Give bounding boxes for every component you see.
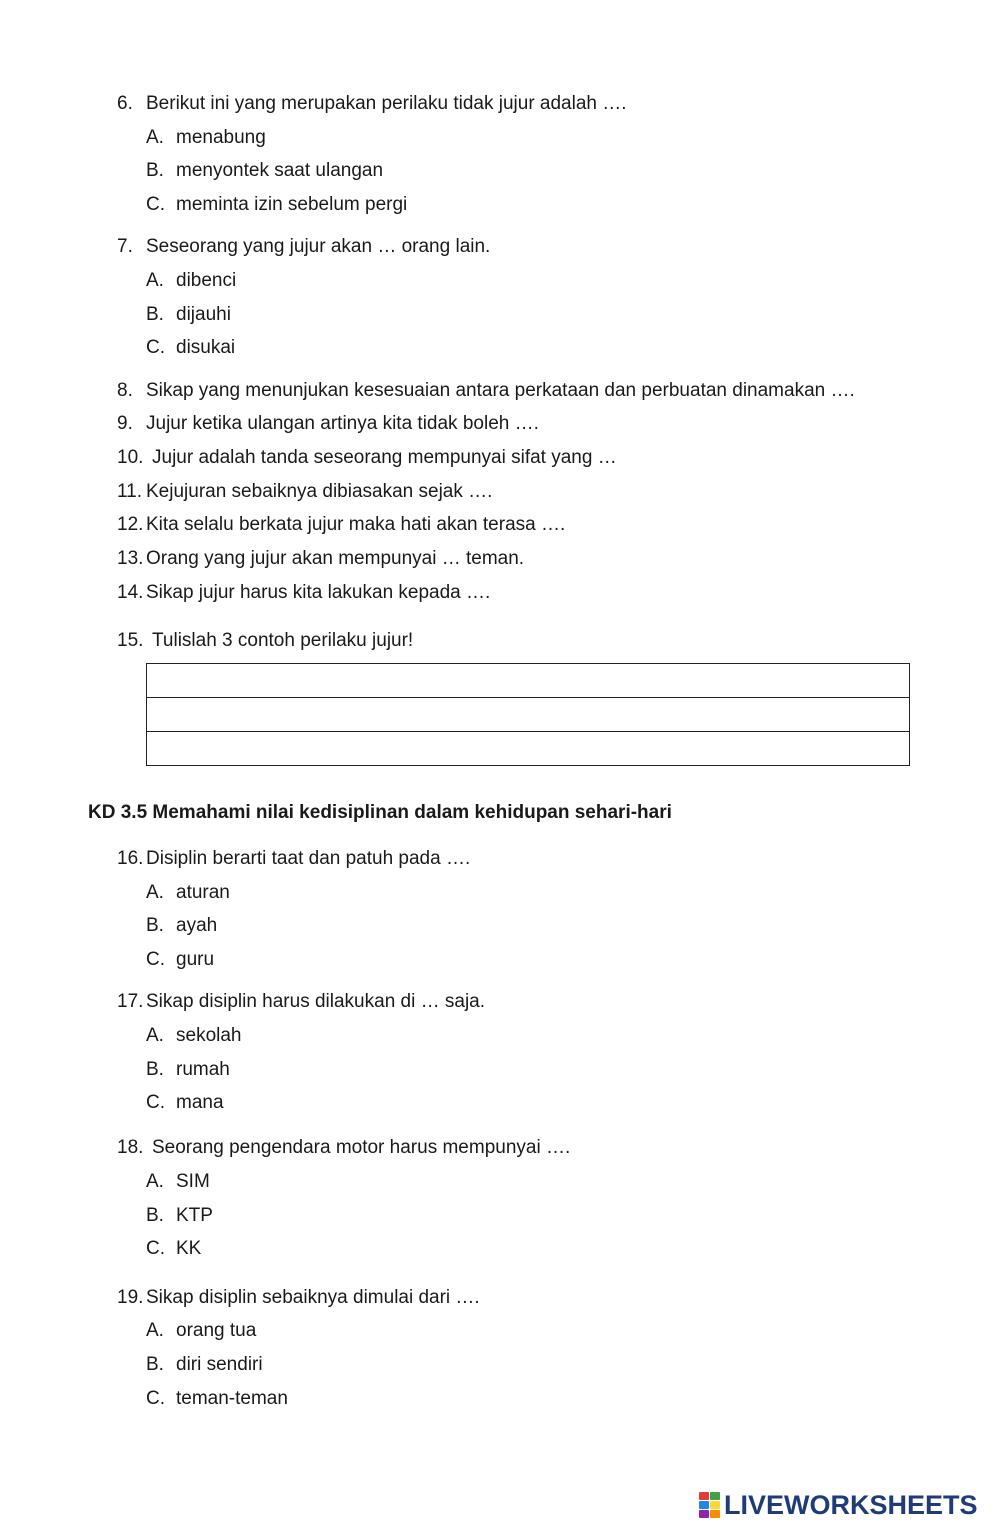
option-letter: A.	[146, 270, 164, 291]
logo-text: LIVEWORKSHEETS	[724, 1489, 978, 1520]
option-letter: B.	[146, 304, 164, 325]
question-number: 7.	[117, 236, 133, 257]
option-text: SIM	[176, 1171, 210, 1192]
option-letter: C.	[146, 1388, 165, 1409]
option-text: disukai	[176, 337, 236, 358]
option-text: meminta izin sebelum pergi	[176, 194, 408, 215]
question-number: 6.	[117, 93, 133, 114]
answer-field-2[interactable]	[147, 698, 910, 732]
option-text: diri sendiri	[176, 1354, 263, 1375]
question-9-text: Jujur ketika ulangan artinya kita tidak boleh ….	[146, 413, 539, 434]
option-text: KTP	[176, 1205, 213, 1226]
question-text: Seseorang yang jujur akan … orang lain.	[146, 236, 491, 257]
logo-block	[710, 1492, 720, 1500]
question-14-number: 14.	[117, 582, 144, 603]
question-number: 18.	[117, 1137, 144, 1158]
option-text: menabung	[176, 127, 266, 148]
question-9-number: 9.	[117, 413, 133, 434]
logo-block	[699, 1510, 709, 1518]
question-10-number: 10.	[117, 447, 144, 468]
question-12-number: 12.	[117, 514, 144, 535]
question-text: Sikap disiplin harus dilakukan di … saja.	[146, 991, 486, 1012]
question-number: 16.	[117, 848, 144, 869]
option-text: teman-teman	[176, 1388, 288, 1409]
option-letter: B.	[146, 160, 164, 181]
liveworksheets-logo-icon	[699, 1492, 721, 1518]
question-11-text: Kejujuran sebaiknya dibiasakan sejak ….	[146, 481, 493, 502]
option-letter: A.	[146, 1025, 164, 1046]
option-text: rumah	[176, 1059, 230, 1080]
section-heading: KD 3.5 Memahami nilai kedisiplinan dalam kehidupan sehari-hari	[88, 802, 672, 823]
option-letter: B.	[146, 1205, 164, 1226]
option-letter: C.	[146, 1238, 165, 1259]
logo-block	[710, 1510, 720, 1518]
question-8-text: Sikap yang menunjukan kesesuaian antara perkataan dan perbuatan dinamakan ….	[146, 380, 855, 401]
option-letter: B.	[146, 1354, 164, 1375]
answer-field-3[interactable]	[147, 732, 910, 766]
question-11-number: 11.	[117, 481, 143, 502]
option-letter: C.	[146, 1092, 165, 1113]
question-text: Berikut ini yang merupakan perilaku tidak jujur adalah ….	[146, 93, 627, 114]
question-8-number: 8.	[117, 380, 133, 401]
question-12-text: Kita selalu berkata jujur maka hati akan terasa ….	[146, 514, 566, 535]
question-15-text: Tulislah 3 contoh perilaku jujur!	[152, 630, 414, 651]
option-text: dibenci	[176, 270, 237, 291]
question-text: Disiplin berarti taat dan patuh pada ….	[146, 848, 471, 869]
option-text: guru	[176, 949, 215, 970]
option-letter: B.	[146, 915, 164, 936]
question-10-text: Jujur adalah tanda seseorang mempunyai sifat yang …	[152, 447, 617, 468]
question-number: 17.	[117, 991, 144, 1012]
option-letter: C.	[146, 194, 165, 215]
option-letter: C.	[146, 337, 165, 358]
option-letter: A.	[146, 127, 164, 148]
question-text: Sikap disiplin sebaiknya dimulai dari ….	[146, 1287, 480, 1308]
option-text: sekolah	[176, 1025, 242, 1046]
option-text: orang tua	[176, 1320, 257, 1341]
option-letter: B.	[146, 1059, 164, 1080]
question-13-number: 13.	[117, 548, 144, 569]
question-number: 19.	[117, 1287, 144, 1308]
question-14-text: Sikap jujur harus kita lakukan kepada ….	[146, 582, 491, 603]
option-text: ayah	[176, 915, 218, 936]
question-13-text: Orang yang jujur akan mempunyai … teman.	[146, 548, 525, 569]
option-text: mana	[176, 1092, 224, 1113]
option-letter: A.	[146, 1320, 164, 1341]
question-text: Seorang pengendara motor harus mempunyai ….	[152, 1137, 571, 1158]
option-letter: A.	[146, 882, 164, 903]
option-text: menyontek saat ulangan	[176, 160, 384, 181]
option-letter: A.	[146, 1171, 164, 1192]
logo-block	[699, 1501, 709, 1509]
logo-block	[710, 1501, 720, 1509]
question-15-number: 15.	[117, 630, 144, 651]
option-text: aturan	[176, 882, 230, 903]
option-text: KK	[176, 1238, 202, 1259]
option-text: dijauhi	[176, 304, 231, 325]
answer-field-1[interactable]	[147, 664, 910, 698]
option-letter: C.	[146, 949, 165, 970]
liveworksheets-logo[interactable]	[699, 1489, 978, 1521]
answer-table	[146, 663, 910, 766]
logo-block	[699, 1492, 709, 1500]
